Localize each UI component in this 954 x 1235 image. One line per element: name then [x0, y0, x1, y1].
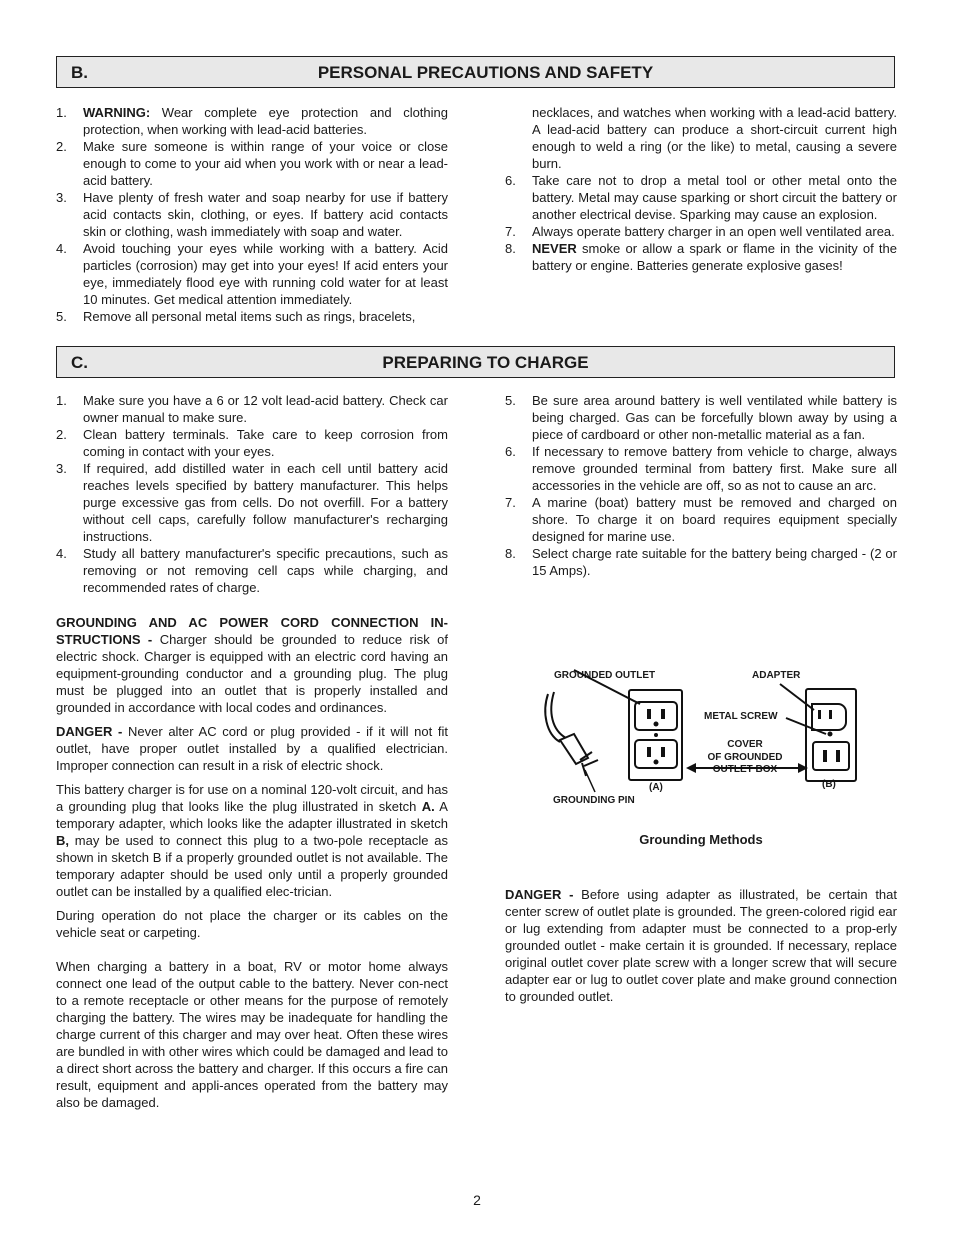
list-item: 5. Be sure area around battery is well ventilated while battery is being charged. Gas can be forcefully blown away by using a piece of cardboard or other non-metallic material as a fan.: [505, 393, 897, 442]
operation-paragraph: During operation do not place the charger or its cables on the vehicle seat or carpeting.: [56, 908, 448, 940]
list-item: 4. Study all battery manufacturer's specific precautions, such as removing or not removing cell caps while charging, and recommended rates of charge.: [56, 546, 448, 595]
label-b: (B): [822, 779, 836, 790]
list-item: 1. Make sure you have a 6 or 12 volt lead-acid battery. Check car owner manual to make sure.: [56, 393, 448, 425]
list-item: 2. Make sure someone is within range of your voice or close enough to come to your aid when you work with or near a lead-acid battery.: [56, 139, 448, 188]
arrow-adapter: [780, 684, 814, 710]
danger-adapter-paragraph: DANGER - Before using adapter as illustrated, be certain that center screw of outlet plate is grounded. The green-colored rigid ear or lug extending from adapter must be connected to a prop-erly grounded outlet - make certain it is grounded. If necessary, replace original outlet cover plate screw with a longer screw that will secure adapter ear or lug to outlet cover plate and make ground connection to grounded outlet.: [505, 887, 897, 1004]
section-c-right-danger: [505, 886, 897, 1005]
danger-cord-paragraph: DANGER - Never alter AC cord or plug provided - if it will not fit outlet, have proper outlet installed by a qualified electrician. Improper connection can result in a risk of electric shock.: [56, 724, 449, 773]
grounding-methods-diagram: [540, 662, 870, 812]
label-a: (A): [649, 782, 663, 793]
arrow-grounding-pin: [585, 770, 595, 792]
section-c-right-column: [505, 392, 897, 579]
grounding-plug-icon: [545, 692, 598, 776]
list-item: 2. Clean battery terminals. Take care to keep corrosion from coming in contact with your eyes.: [56, 427, 448, 459]
section-c-header: [56, 346, 895, 378]
section-c-title: PREPARING TO CHARGE: [382, 353, 589, 372]
list-item: 4. Avoid touching your eyes while working with a battery. Acid particles (corrosion) may get into your eyes! If acid enters your eye, immediately flood eye with running cold water for at least 10 minutes. Get medical attention immediately.: [56, 241, 448, 307]
section-b-header: [56, 56, 895, 88]
list-item: 6. If necessary to remove battery from vehicle to charge, always remove grounded terminal from battery first. Make sure all accessories in the vehicle are off, so as not to cause an arc.: [505, 444, 897, 493]
section-c-left-column: [56, 392, 448, 1111]
label-cover-2: OF GROUNDED: [707, 752, 783, 763]
circuit-paragraph: This battery charger is for use on a nominal 120-volt circuit, and has a grounding plug that looks like the plug illustrated in sketch A. A temporary adapter, which looks like the adapter illustrated in sketch B, may be used to connect this plug to a two-pole receptacle as shown in sketch B if a properly grounded outlet is not available. The temporary adapter should be used only until a properly grounded outlet can be installed by a qualified elec-trician.: [56, 782, 448, 899]
list-item: 3. Have plenty of fresh water and soap nearby for use if battery acid contacts skin, clothing, or eyes. If battery acid contacts skin or clothing, wash immediately with soap and water.: [56, 190, 448, 239]
list-item: 7. Always operate battery charger in an open well ventilated area.: [505, 224, 895, 239]
label-metal-screw: METAL SCREW: [704, 711, 778, 722]
label-adapter: ADAPTER: [752, 670, 801, 681]
section-b-letter: B.: [71, 63, 88, 82]
section-b-right-column: [505, 104, 897, 274]
label-cover-3: OUTLET BOX: [712, 764, 778, 775]
label-cover-1: COVER: [727, 739, 763, 750]
section-b-left-column: [56, 104, 448, 325]
list-item: 1. WARNING: Wear complete eye protection and clothing protection, when working with lead-acid batteries.: [56, 105, 448, 137]
list-item: 6. Take care not to drop a metal tool or other metal onto the battery. Metal may cause sparking or short circuit the battery or another electrical devise. Sparking may cause an explosion.: [505, 173, 897, 222]
boat-paragraph: When charging a battery in a boat, RV or motor home always connect one lead of the output cable to the battery. Never con-nect to a remote receptacle or other means for the purpose of remotely charging the battery. The wires may be inadequate for handling the charge current of this charger and may over heat. Often these wires are bundled in with other wires which could be damaged and lead to a direct short across the battery and charger. If this occurs a fire can result, equipment and appli-ances operated from the battery may also be damaged.: [56, 959, 448, 1110]
list-item: 3. If required, add distilled water in each cell until battery acid reaches levels specified by battery manufacturer. This helps purge excessive gas from cells. Do not overfill. For a battery without cell caps, carefully follow manufacturer's recharging instructions.: [56, 461, 448, 544]
diagram-caption: Grounding Methods: [639, 832, 763, 847]
label-grounded-outlet: GROUNDED OUTLET: [554, 670, 656, 681]
label-grounding-pin: GROUNDING PIN: [553, 795, 635, 806]
list-item: 5. Remove all personal metal items such as rings, bracelets,: [56, 309, 416, 324]
list-item: 7. A marine (boat) battery must be removed and charged on shore. To charge it on board requires equipment specially designed for marine use.: [505, 495, 897, 544]
list-item: 8. Select charge rate suitable for the battery being charged - (2 or 15 Amps).: [505, 546, 897, 578]
grounding-instructions: GROUNDING AND AC POWER CORD CONNECTION IN-STRUCTIONS - Charger should be grounded to reduce risk of electric shock. Charger is equipped with an electric cord having an equipment-grounding conductor and a grounding plug. The plug must be plugged into an outlet that is properly installed and grounded in accordance with local codes and ordinances.: [56, 615, 448, 715]
list-item-continued: necklaces, and watches when working with a lead-acid battery. A lead-acid battery can produce a short-circuit current high enough to weld a ring (or the like) to metal, causing a severe burn.: [532, 105, 897, 171]
section-c-letter: C.: [71, 353, 88, 372]
page-number: 2: [473, 1192, 481, 1208]
section-b-title: PERSONAL PRECAUTIONS AND SAFETY: [317, 63, 654, 82]
list-item: 8. NEVER smoke or allow a spark or flame in the vicinity of the battery or engine. Batteries generate explosive gases!: [505, 241, 897, 273]
